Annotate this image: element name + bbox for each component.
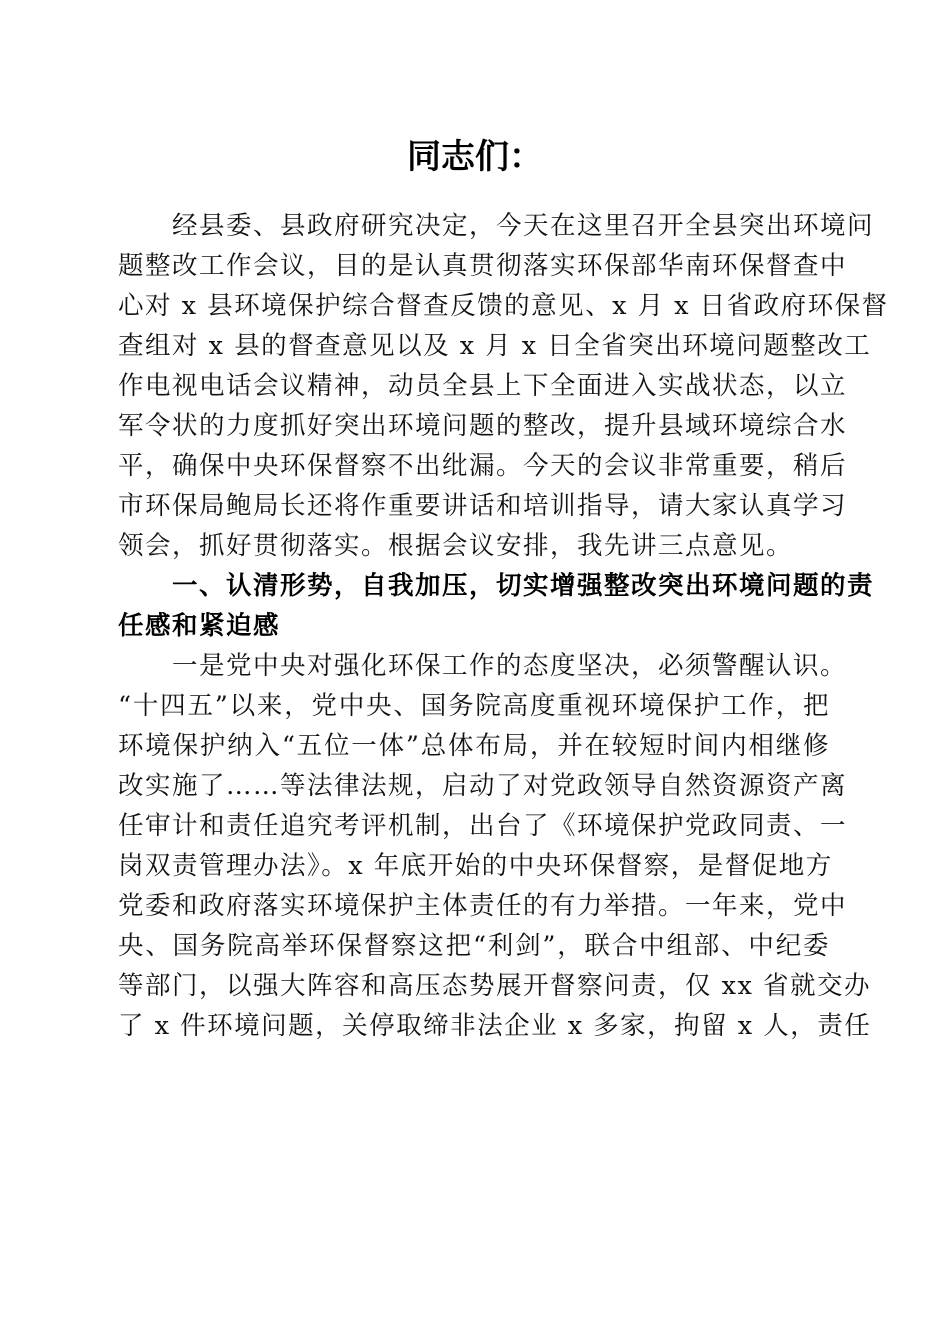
text-line: 心对 x 县环境保护综合督查反馈的意见、x 月 x 日省政府环保督 [118,291,889,321]
text-line: 一是党中央对强化环保工作的态度坚决，必须警醒认识。 [118,651,848,681]
intro-paragraph [118,206,889,566]
section-heading [118,566,875,646]
text-line: 了 x 件环境问题，关停取缔非法企业 x 多家，拘留 x 人，责任 [118,1011,872,1041]
page-title: 同志们： [407,137,543,177]
text-line: 任审计和责任追究考评机制，出台了《环境保护党政同责、一 [118,811,848,841]
heading-line: 一、认清形势，自我加压，切实增强整改突出环境问题的责 [118,571,875,601]
section-paragraph [118,646,872,1046]
text-line: 党委和政府落实环境保护主体责任的有力举措。一年来，党中 [118,891,848,921]
heading-line: 任感和紧迫感 [118,611,281,641]
text-line: 经县委、县政府研究决定，今天在这里召开全县突出环境问 [118,211,875,241]
text-line: 作电视电话会议精神，动员全县上下全面进入实战状态，以立 [118,371,848,401]
text-line: “十四五”以来，党中央、国务院高度重视环境保护工作，把 [118,691,830,721]
text-line: 等部门，以强大阵容和高压态势展开督察问责，仅 xx 省就交办 [118,971,871,1001]
text-line: 题整改工作会议，目的是认真贯彻落实环保部华南环保督查中 [118,251,848,281]
text-line: 军令状的力度抓好突出环境问题的整改，提升县域环境综合水 [118,411,848,441]
text-line: 市环保局鲍局长还将作重要讲话和培训指导，请大家认真学习 [118,491,848,521]
text-line: 环境保护纳入“五位一体”总体布局，并在较短时间内相继修 [118,731,830,761]
text-line: 领会，抓好贯彻落实。根据会议安排，我先讲三点意见。 [118,531,794,561]
text-line: 岗双责管理办法》。x 年底开始的中央环保督察，是督促地方 [118,851,833,881]
text-line: 改实施了……等法律法规，启动了对党政领导自然资源资产离 [118,771,848,801]
document-body [118,206,889,1046]
text-line: 平，确保中央环保督察不出纰漏。今天的会议非常重要，稍后 [118,451,848,481]
text-line: 央、国务院高举环保督察这把“利剑”，联合中组部、中纪委 [118,931,830,961]
text-line: 查组对 x 县的督查意见以及 x 月 x 日全省突出环境问题整改工 [118,331,872,361]
